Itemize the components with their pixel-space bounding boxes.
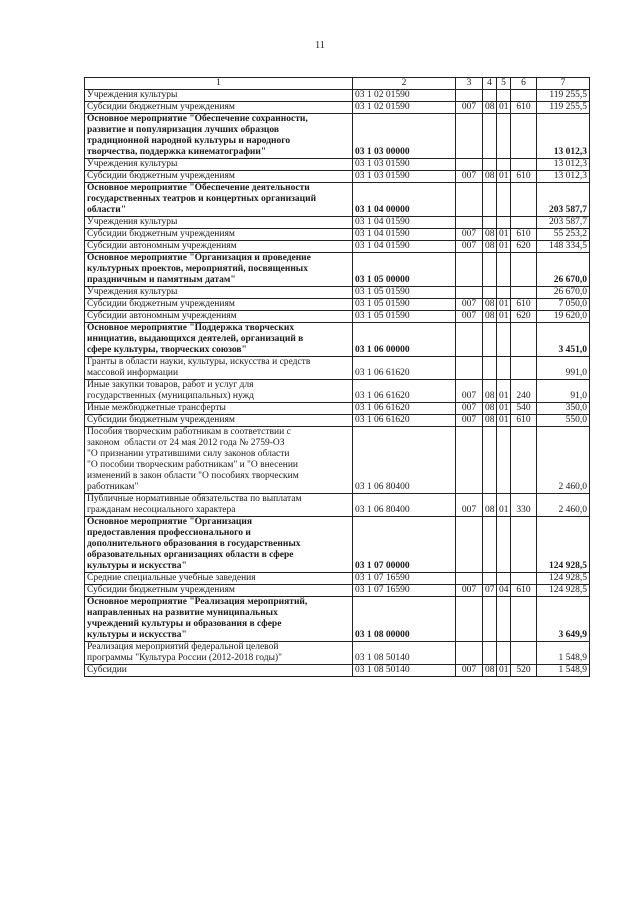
subsection-code <box>497 159 511 171</box>
expense-type-code <box>511 253 537 287</box>
row-name-cell <box>85 415 353 427</box>
target-article-code: 03 1 05 00000 <box>353 253 456 287</box>
amount-cell: 19 620,0 <box>537 311 590 323</box>
section-code: 08 <box>483 665 497 677</box>
amount-cell: 1 548,9 <box>537 642 590 665</box>
target-article-code: 03 1 06 00000 <box>353 323 456 357</box>
table-row <box>85 403 590 415</box>
column-header: 7 <box>537 78 590 90</box>
expense-type-code: 610 <box>511 102 537 114</box>
amount-cell: 55 253,2 <box>537 229 590 241</box>
amount-cell: 7 050,0 <box>537 299 590 311</box>
row-name-cell <box>85 311 353 323</box>
grbs-code: 007 <box>456 102 483 114</box>
row-name-cell <box>85 183 353 217</box>
grbs-code: 007 <box>456 299 483 311</box>
target-article-code: 03 1 06 61620 <box>353 403 456 415</box>
amount-cell: 350,0 <box>537 403 590 415</box>
grbs-code <box>456 217 483 229</box>
subsection-code <box>497 114 511 159</box>
page-number: 11 <box>315 40 325 51</box>
row-name-line: гражданам несоциального характера <box>87 505 236 515</box>
target-article-code: 03 1 06 80400 <box>353 427 456 494</box>
row-name-cell <box>85 427 353 494</box>
target-article-code: 03 1 02 01590 <box>353 102 456 114</box>
subsection-code <box>497 183 511 217</box>
grbs-code: 007 <box>456 229 483 241</box>
subsection-code <box>497 597 511 642</box>
amount-cell: 550,0 <box>537 415 590 427</box>
subsection-code: 01 <box>497 403 511 415</box>
expense-type-code <box>511 573 537 585</box>
row-name-line: сфере культуры, творческих союзов" <box>87 345 247 355</box>
budget-table <box>84 77 590 677</box>
row-name-line: изменений в закон области "О пособиях творческим <box>87 471 299 481</box>
row-name-cell <box>85 253 353 287</box>
column-header-row <box>85 78 590 90</box>
row-name-cell <box>85 287 353 299</box>
amount-cell: 203 587,7 <box>537 217 590 229</box>
subsection-code <box>497 642 511 665</box>
subsection-code: 01 <box>497 665 511 677</box>
row-name-line: государственных (муниципальных) нужд <box>87 391 254 401</box>
amount-cell: 991,0 <box>537 357 590 380</box>
subsection-code: 01 <box>497 171 511 183</box>
expense-type-code <box>511 159 537 171</box>
row-name-cell <box>85 517 353 573</box>
target-article-code: 03 1 05 01590 <box>353 311 456 323</box>
table-row <box>85 494 590 517</box>
row-name-cell <box>85 299 353 311</box>
subsection-code <box>497 427 511 494</box>
subsection-code <box>497 253 511 287</box>
row-name-line: Основное мероприятие "Реализация мероприятий, <box>87 597 308 607</box>
row-name-line: культуры и искусства" <box>87 630 187 640</box>
table-row <box>85 311 590 323</box>
row-name-line: образовательных организациях области в сфере <box>87 550 294 560</box>
section-code <box>483 159 497 171</box>
row-name-line: Субсидии бюджетным учреждениям <box>87 229 235 239</box>
grbs-code <box>456 114 483 159</box>
expense-type-code: 620 <box>511 311 537 323</box>
target-article-code: 03 1 07 16590 <box>353 585 456 597</box>
expense-type-code: 540 <box>511 403 537 415</box>
subsection-code <box>497 287 511 299</box>
target-article-code: 03 1 04 01590 <box>353 229 456 241</box>
row-name-line: Учреждения культуры <box>87 287 178 297</box>
row-name-cell <box>85 403 353 415</box>
amount-cell: 124 928,5 <box>537 585 590 597</box>
grbs-code: 007 <box>456 665 483 677</box>
row-name-line: Субсидии бюджетным учреждениям <box>87 585 235 595</box>
main-activity-row <box>85 114 590 159</box>
target-article-code: 03 1 08 00000 <box>353 597 456 642</box>
row-name-line: инициатив, выдающихся деятелей, организаций в <box>87 334 304 344</box>
expense-type-code: 330 <box>511 494 537 517</box>
row-name-line: культурных проектов, мероприятий, посвященных <box>87 264 308 274</box>
row-name-line: дополнительного образования в государственных <box>87 539 301 549</box>
row-name-line: области" <box>87 205 126 215</box>
row-name-line: Субсидии автономным учреждениям <box>87 241 237 251</box>
grbs-code <box>456 427 483 494</box>
row-name-line: направленных на развитие муниципальных <box>87 608 278 618</box>
table-row <box>85 665 590 677</box>
subsection-code <box>497 90 511 102</box>
amount-cell: 13 012,3 <box>537 159 590 171</box>
subsection-code: 01 <box>497 380 511 403</box>
grbs-code <box>456 323 483 357</box>
grbs-code: 007 <box>456 311 483 323</box>
amount-cell: 1 548,9 <box>537 665 590 677</box>
amount-cell: 13 012,3 <box>537 171 590 183</box>
row-name-cell <box>85 171 353 183</box>
section-code <box>483 357 497 380</box>
row-name-line: Иные закупки товаров, работ и услуг для <box>87 380 254 390</box>
expense-type-code: 610 <box>511 415 537 427</box>
row-name-line: Учреждения культуры <box>87 90 178 100</box>
grbs-code <box>456 517 483 573</box>
section-code <box>483 573 497 585</box>
row-name-cell <box>85 114 353 159</box>
grbs-code: 007 <box>456 585 483 597</box>
target-article-code: 03 1 03 00000 <box>353 114 456 159</box>
expense-type-code <box>511 287 537 299</box>
row-name-line: Основное мероприятие "Обеспечение сохранности, <box>87 114 308 124</box>
row-name-line: программы "Культура России (2012-2018 годы)" <box>87 653 282 663</box>
section-code: 08 <box>483 229 497 241</box>
table-row <box>85 380 590 403</box>
subsection-code <box>497 573 511 585</box>
target-article-code: 03 1 06 61620 <box>353 380 456 403</box>
section-code <box>483 114 497 159</box>
table-row <box>85 585 590 597</box>
amount-cell: 119 255,5 <box>537 90 590 102</box>
section-code: 08 <box>483 380 497 403</box>
expense-type-code <box>511 323 537 357</box>
grbs-code <box>456 90 483 102</box>
expense-type-code <box>511 597 537 642</box>
amount-cell: 2 460,0 <box>537 494 590 517</box>
row-name-line: Субсидии бюджетным учреждениям <box>87 415 235 425</box>
row-name-line: государственных театров и концертных организаций <box>87 194 317 204</box>
row-name-line: культуры и искусства" <box>87 561 187 571</box>
grbs-code <box>456 183 483 217</box>
section-code <box>483 517 497 573</box>
expense-type-code: 240 <box>511 380 537 403</box>
target-article-code: 03 1 02 01590 <box>353 90 456 102</box>
grbs-code <box>456 642 483 665</box>
table-row <box>85 573 590 585</box>
section-code: 08 <box>483 102 497 114</box>
row-name-cell <box>85 585 353 597</box>
section-code: 07 <box>483 585 497 597</box>
target-article-code: 03 1 08 50140 <box>353 665 456 677</box>
row-name-line: Средние специальные учебные заведения <box>87 573 256 583</box>
expense-type-code <box>511 217 537 229</box>
row-name-cell <box>85 90 353 102</box>
amount-cell: 3 649,9 <box>537 597 590 642</box>
subsection-code <box>497 517 511 573</box>
row-name-line: Основное мероприятие "Организация и проведение <box>87 253 311 263</box>
target-article-code: 03 1 03 01590 <box>353 171 456 183</box>
grbs-code <box>456 573 483 585</box>
expense-type-code <box>511 357 537 380</box>
target-article-code: 03 1 05 01590 <box>353 287 456 299</box>
row-name-cell <box>85 597 353 642</box>
subsection-code <box>497 217 511 229</box>
section-code <box>483 427 497 494</box>
grbs-code: 007 <box>456 380 483 403</box>
amount-cell: 26 670,0 <box>537 253 590 287</box>
grbs-code: 007 <box>456 494 483 517</box>
expense-type-code: 520 <box>511 665 537 677</box>
target-article-code: 03 1 06 61620 <box>353 415 456 427</box>
amount-cell: 124 928,5 <box>537 517 590 573</box>
row-name-line: Субсидии бюджетным учреждениям <box>87 299 235 309</box>
row-name-line: учреждений культуры и образования в сфере <box>87 619 282 629</box>
row-name-cell <box>85 217 353 229</box>
main-activity-row <box>85 517 590 573</box>
expense-type-code: 610 <box>511 299 537 311</box>
row-name-cell <box>85 380 353 403</box>
row-name-cell <box>85 102 353 114</box>
amount-cell: 148 334,5 <box>537 241 590 253</box>
table-row <box>85 642 590 665</box>
target-article-code: 03 1 06 61620 <box>353 357 456 380</box>
row-name-line: работникам" <box>87 482 139 492</box>
grbs-code: 007 <box>456 415 483 427</box>
main-activity-row <box>85 323 590 357</box>
section-code <box>483 90 497 102</box>
table-row <box>85 217 590 229</box>
section-code <box>483 597 497 642</box>
table-row <box>85 229 590 241</box>
subsection-code: 01 <box>497 299 511 311</box>
target-article-code: 03 1 06 80400 <box>353 494 456 517</box>
row-name-line: развитие и популяризация лучших образцов <box>87 125 280 135</box>
table-row <box>85 159 590 171</box>
row-name-line: творчества, поддержка кинематографии" <box>87 147 267 157</box>
subsection-code: 01 <box>497 415 511 427</box>
column-header: 1 <box>85 78 353 90</box>
amount-cell: 124 928,5 <box>537 573 590 585</box>
main-activity-row <box>85 597 590 642</box>
grbs-code <box>456 357 483 380</box>
section-code: 08 <box>483 171 497 183</box>
row-name-cell <box>85 357 353 380</box>
row-name-cell <box>85 665 353 677</box>
row-name-line: Субсидии бюджетным учреждениям <box>87 102 235 112</box>
target-article-code: 03 1 04 00000 <box>353 183 456 217</box>
row-name-line: "О пособии творческим работникам" и "О внесении <box>87 460 298 470</box>
target-article-code: 03 1 07 16590 <box>353 573 456 585</box>
expense-type-code <box>511 183 537 217</box>
subsection-code: 01 <box>497 494 511 517</box>
column-header: 6 <box>511 78 537 90</box>
grbs-code: 007 <box>456 403 483 415</box>
section-code <box>483 323 497 357</box>
amount-cell: 91,0 <box>537 380 590 403</box>
section-code: 08 <box>483 494 497 517</box>
grbs-code <box>456 287 483 299</box>
table-row <box>85 241 590 253</box>
row-name-line: Реализация мероприятий федеральной целевой <box>87 642 279 652</box>
row-name-line: Учреждения культуры <box>87 159 178 169</box>
expense-type-code <box>511 642 537 665</box>
row-name-line: массовой информации <box>87 368 179 378</box>
main-activity-row <box>85 183 590 217</box>
column-header: 5 <box>497 78 511 90</box>
grbs-code: 007 <box>456 171 483 183</box>
table-row <box>85 357 590 380</box>
row-name-cell <box>85 323 353 357</box>
table-body <box>85 90 590 677</box>
grbs-code <box>456 253 483 287</box>
row-name-line: Иные межбюджетные трансферты <box>87 403 226 413</box>
table-row <box>85 415 590 427</box>
amount-cell: 26 670,0 <box>537 287 590 299</box>
table-row <box>85 171 590 183</box>
table-row <box>85 299 590 311</box>
row-name-cell <box>85 642 353 665</box>
table-row <box>85 287 590 299</box>
subsection-code <box>497 323 511 357</box>
expense-type-code: 610 <box>511 229 537 241</box>
amount-cell: 3 451,0 <box>537 323 590 357</box>
row-name-cell <box>85 494 353 517</box>
main-activity-row <box>85 253 590 287</box>
target-article-code: 03 1 08 50140 <box>353 642 456 665</box>
row-name-line: Учреждения культуры <box>87 217 178 227</box>
subsection-code: 04 <box>497 585 511 597</box>
subsection-code: 01 <box>497 102 511 114</box>
expense-type-code: 610 <box>511 171 537 183</box>
row-name-cell <box>85 573 353 585</box>
grbs-code <box>456 159 483 171</box>
expense-type-code <box>511 90 537 102</box>
row-name-line: Субсидии автономным учреждениям <box>87 311 237 321</box>
target-article-code: 03 1 05 01590 <box>353 299 456 311</box>
row-name-line: Основное мероприятие "Поддержка творческих <box>87 323 295 333</box>
subsection-code: 01 <box>497 241 511 253</box>
subsection-code <box>497 357 511 380</box>
section-code <box>483 183 497 217</box>
expense-type-code <box>511 427 537 494</box>
table-row <box>85 90 590 102</box>
amount-cell: 2 460,0 <box>537 427 590 494</box>
section-code <box>483 287 497 299</box>
amount-cell: 119 255,5 <box>537 102 590 114</box>
subsection-code: 01 <box>497 229 511 241</box>
section-code: 08 <box>483 299 497 311</box>
row-name-line: праздничным и памятным датам" <box>87 275 236 285</box>
row-name-line: Пособия творческим работникам в соответствии с <box>87 427 291 437</box>
row-name-line: Гранты в области науки, культуры, искусства и средств <box>87 357 311 367</box>
grbs-code: 007 <box>456 241 483 253</box>
section-code <box>483 217 497 229</box>
column-header: 4 <box>483 78 497 90</box>
row-name-line: Основное мероприятие "Организация <box>87 517 252 527</box>
section-code: 08 <box>483 241 497 253</box>
section-code: 08 <box>483 415 497 427</box>
target-article-code: 03 1 03 01590 <box>353 159 456 171</box>
row-name-line: традиционной народной культуры и народного <box>87 136 291 146</box>
row-name-line: предоставления профессионального и <box>87 528 251 538</box>
column-header: 2 <box>353 78 456 90</box>
row-name-cell <box>85 159 353 171</box>
expense-type-code: 610 <box>511 585 537 597</box>
target-article-code: 03 1 04 01590 <box>353 217 456 229</box>
expense-type-code <box>511 517 537 573</box>
row-name-cell <box>85 241 353 253</box>
amount-cell: 13 012,3 <box>537 114 590 159</box>
section-code <box>483 642 497 665</box>
grbs-code <box>456 597 483 642</box>
section-code <box>483 253 497 287</box>
target-article-code: 03 1 04 01590 <box>353 241 456 253</box>
row-name-line: Субсидии бюджетным учреждениям <box>87 171 235 181</box>
row-name-line: Субсидии <box>87 665 127 675</box>
target-article-code: 03 1 07 00000 <box>353 517 456 573</box>
table-row <box>85 427 590 494</box>
section-code: 08 <box>483 311 497 323</box>
expense-type-code: 620 <box>511 241 537 253</box>
subsection-code: 01 <box>497 311 511 323</box>
amount-cell: 203 587,7 <box>537 183 590 217</box>
row-name-cell <box>85 229 353 241</box>
table-row <box>85 102 590 114</box>
row-name-line: законом области от 24 мая 2012 года № 2759-ОЗ <box>87 438 285 448</box>
row-name-line: Публичные нормативные обязательства по выплатам <box>87 494 302 504</box>
row-name-line: "О признании утратившими силу законов области <box>87 449 290 459</box>
row-name-line: Основное мероприятие "Обеспечение деятельности <box>87 183 310 193</box>
section-code: 08 <box>483 403 497 415</box>
column-header: 3 <box>456 78 483 90</box>
expense-type-code <box>511 114 537 159</box>
